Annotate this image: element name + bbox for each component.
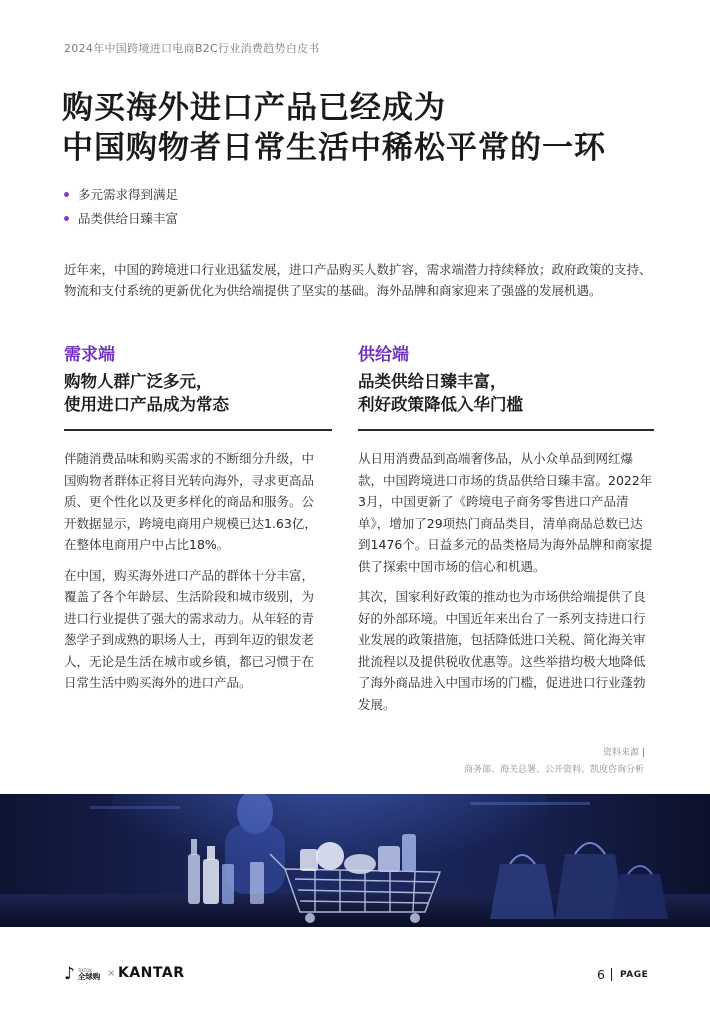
- headline-line-2: 中国购物者日常生活中稀松平常的一环: [62, 130, 606, 166]
- page-footer: [0, 955, 710, 995]
- report-title: 2024年中国跨境进口电商B2C行业消费趋势白皮书: [64, 42, 320, 55]
- supply-divider: [358, 429, 654, 431]
- supply-body: [358, 448, 654, 715]
- tiktok-note-icon: ♪: [64, 964, 75, 984]
- demand-label: 需求端: [64, 345, 115, 365]
- brand-small-text: TIKTOK: [77, 967, 93, 973]
- demand-subtitle: [64, 370, 332, 416]
- kantar-logo: KANTAR: [118, 965, 185, 981]
- key-point-item: [64, 182, 178, 206]
- shopping-banner-image: [0, 794, 710, 927]
- supply-subtitle-line-1: 品类供给日臻丰富，: [358, 372, 507, 391]
- supply-label: 供给端: [358, 345, 409, 365]
- demand-body: [64, 448, 326, 694]
- supply-subtitle: [358, 370, 658, 416]
- key-point-text: 品类供给日臻丰富: [78, 211, 179, 226]
- bullet-dot-icon: [64, 192, 69, 197]
- source-note: [464, 745, 644, 779]
- demand-divider: [64, 429, 332, 431]
- source-label: 资料来源: [602, 748, 639, 758]
- supply-section-header: [358, 340, 658, 431]
- key-point-item: [64, 206, 178, 230]
- supply-paragraph-1: 从日用消费品到高端奢侈品，从小众单品到网红爆款，中国跨境进口市场的货品供给日臻丰富。2022年3月，中国更新了《跨境电子商务零售进口产品清单》，增加了29项热门商品类目，清单商品总数已达到1476个。日益多元的品类格局为海外品牌和商家提供了探索中国市场的信心和机遇。: [358, 451, 653, 574]
- supply-subtitle-line-2: 利好政策降低入华门槛: [358, 395, 523, 414]
- collab-symbol: ×: [107, 968, 116, 979]
- headline-line-1: 购买海外进口产品已经成为: [62, 90, 446, 126]
- intro-paragraph: 近年来，中国的跨境进口行业迅猛发展，进口产品购买人数扩容，需求端潜力持续释放；政府政策的支持、物流和支付系统的更新优化为供给端提供了坚实的基础。海外品牌和商家迎来了强盛的发展机遇。: [64, 262, 652, 298]
- page-number: 6: [597, 967, 605, 982]
- supply-paragraph-2: 其次，国家利好政策的推动也为市场供给端提供了良好的外部环境。中国近年来出台了一系列支持进口行业发展的政策措施，包括降低进口关税、简化海关审批流程以及提供税收优惠等。这些举措均极大地降低了海外商品进入中国市场的门槛，促进进口行业蓬勃发展。: [358, 589, 646, 712]
- key-points-list: [64, 182, 178, 230]
- page-headline: [62, 88, 662, 168]
- source-separator: [643, 748, 644, 757]
- demand-paragraph-1: 伴随消费品味和购买需求的不断细分升级，中国购物者群体正将目光转向海外，寻求更高品质、更个性化以及更多样化的商品和服务。公开数据显示，跨境电商用户规模已达1.63亿，在整体电商用户中占比18%。: [64, 451, 317, 552]
- key-point-text: 多元需求得到满足: [78, 187, 179, 202]
- demand-section-header: [64, 340, 332, 431]
- demand-subtitle-line-2: 使用进口产品成为常态: [64, 395, 229, 414]
- shopping-cart-scene-illustration: [0, 794, 710, 927]
- tiktok-global-shopping-logo: [64, 966, 100, 983]
- page-separator: [611, 968, 612, 981]
- demand-paragraph-2: 在中国，购买海外进口产品的群体十分丰富，覆盖了各个年龄层、生活阶段和城市级别，为进口行业提供了强大的需求动力。从年轻的青葱学子到成熟的职场人士，再到年迈的银发老人，无论是生活在城市或乡镇，都已习惯于在日常生活中购买海外的进口产品。: [64, 567, 315, 690]
- bullet-dot-icon: [64, 216, 69, 221]
- demand-subtitle-line-1: 购物人群广泛多元，: [64, 372, 213, 391]
- brand-cn-text: 全球购: [77, 971, 101, 981]
- page-word: PAGE: [620, 970, 649, 980]
- source-text: 商务部、海关总署、公开资料、凯度咨询分析: [463, 765, 644, 775]
